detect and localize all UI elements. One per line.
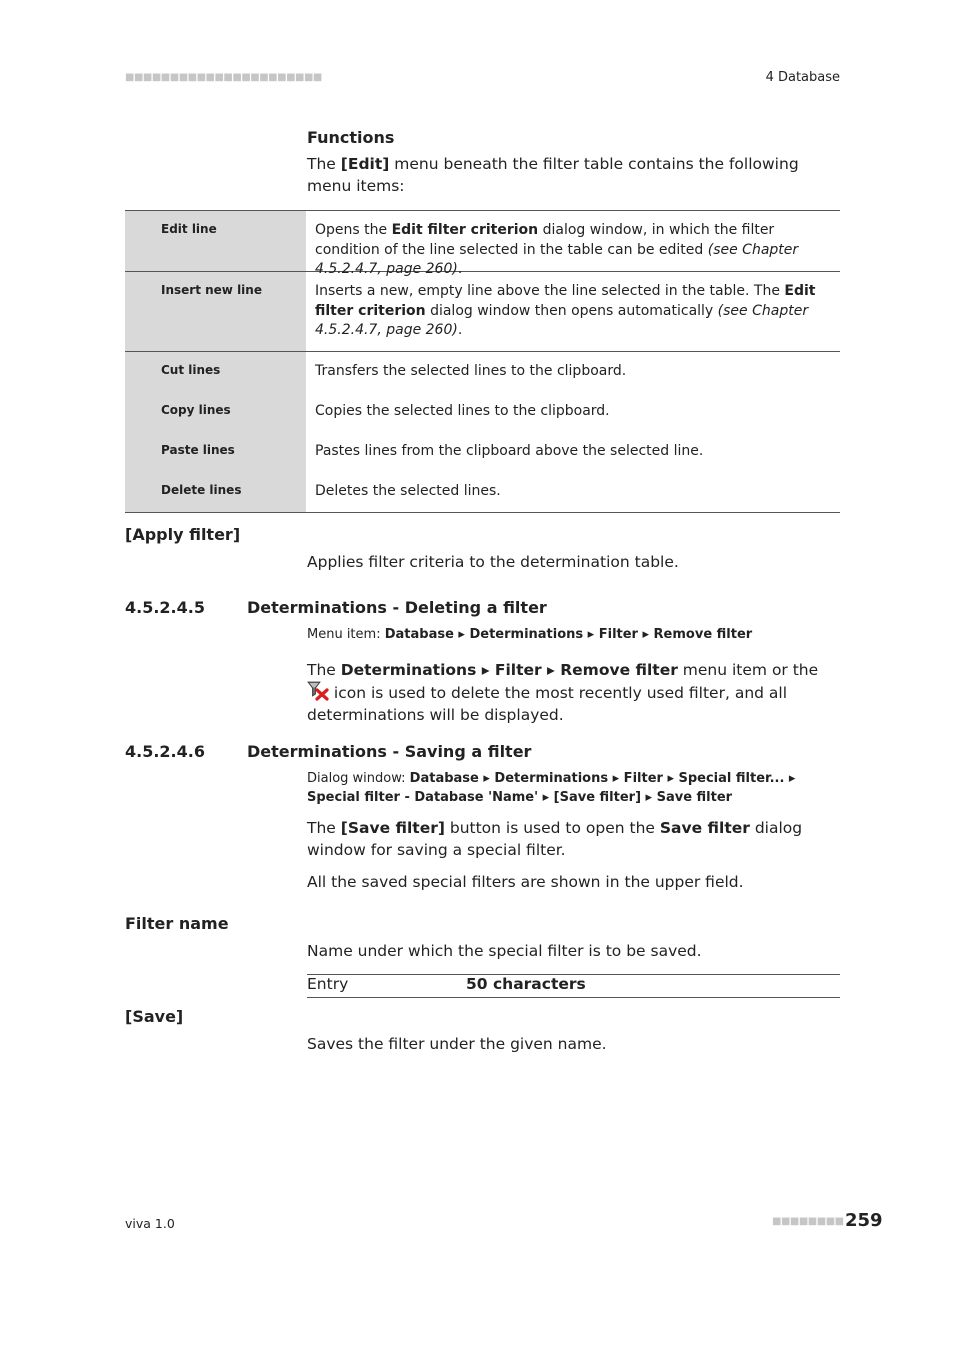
menu-path-delete: Menu item: Database ▸ Determinations ▸ Filter ▸ Remove filter [307,627,753,642]
menu-item-edit-line-description: Opens the Edit filter criterion dialog window, in which the filter condition of the line selected in the table can be edited (see Chapter 4.5.2.4.7, page 260). [315,222,799,277]
functions-intro: The [Edit] menu beneath the filter table contains the following menu items: [307,155,799,195]
menu-item-delete-lines: Delete lines [161,483,242,497]
table-row-edit-line [125,211,840,277]
menu-item-cut-lines: Cut lines [161,363,221,377]
filter-name-label: Filter name [125,914,229,933]
menu-item-paste-lines: Paste lines [161,443,235,457]
header-decoration: ■■■■■■■■■■■■■■■■■■■■■■ [125,72,322,83]
chapter-link[interactable]: (see Chapter 4.5.2.4.7, page 260) [315,241,799,277]
chapter-link[interactable]: (see Chapter 4.5.2.4.7, page 260) [315,302,809,338]
entry-spec-table [307,974,840,998]
menu-item-copy-lines-description: Copies the selected lines to the clipboard. [315,403,610,419]
functions-heading: Functions [307,128,395,147]
entry-label: Entry [307,975,349,993]
save-label: [Save] [125,1007,184,1026]
save-filter-paragraph: The [Save filter] button is used to open the Save filter dialog window for saving a special filter. [307,819,803,859]
functions-table [125,210,840,513]
saved-filters-note: All the saved special filters are shown in the upper field. [307,873,744,891]
apply-filter-description: Applies filter criteria to the determination table. [307,553,679,571]
menu-item-cut-lines-description: Transfers the selected lines to the clipboard. [315,363,627,379]
delete-filter-paragraph: The Determinations ▸ Filter ▸ Remove filter menu item or the icon is used to delete the most recently used filter, and all determinations will be displayed. [307,661,819,724]
table-row-insert-line [125,272,840,352]
menu-item-delete-lines-description: Deletes the selected lines. [315,483,501,499]
footer-product: viva 1.0 [125,1216,175,1231]
section-number-delete: 4.5.2.4.5 [125,598,205,617]
menu-item-copy-lines: Copy lines [161,403,231,417]
remove-filter-icon [307,681,329,701]
clipboard-descriptions [306,352,840,512]
menu-item-insert-new-line-description: Inserts a new, empty line above the line selected in the table. The Edit filter criterion dialog window then opens automatically (see Chapter 4.5.2.4.7, page 260). [315,283,816,338]
menu-path-save: Dialog window: Database ▸ Determinations ▸ Filter ▸ Special filter... ▸ Special filter - Database 'Name' ▸ [Save filter] ▸ Save filter [307,771,796,805]
filter-name-description: Name under which the special filter is to be saved. [307,942,702,960]
table-row-clipboard-group [125,352,840,512]
section-number-save: 4.5.2.4.6 [125,742,205,761]
section-title-save: Determinations - Saving a filter [247,742,532,761]
clipboard-labels [125,352,306,512]
menu-item-paste-lines-description: Pastes lines from the clipboard above the selected line. [315,443,704,459]
menu-item-edit-line: Edit line [125,211,306,271]
apply-filter-label: [Apply filter] [125,525,241,544]
chapter-title: 4 Database [765,70,840,85]
entry-value: 50 characters [466,975,586,993]
menu-item-insert-new-line: Insert new line [125,272,306,351]
save-description: Saves the filter under the given name. [307,1035,607,1053]
section-title-delete: Determinations - Deleting a filter [247,598,547,617]
page-number: 259 [845,1210,883,1231]
footer-decoration: ■■■■■■■■ [772,1216,844,1227]
